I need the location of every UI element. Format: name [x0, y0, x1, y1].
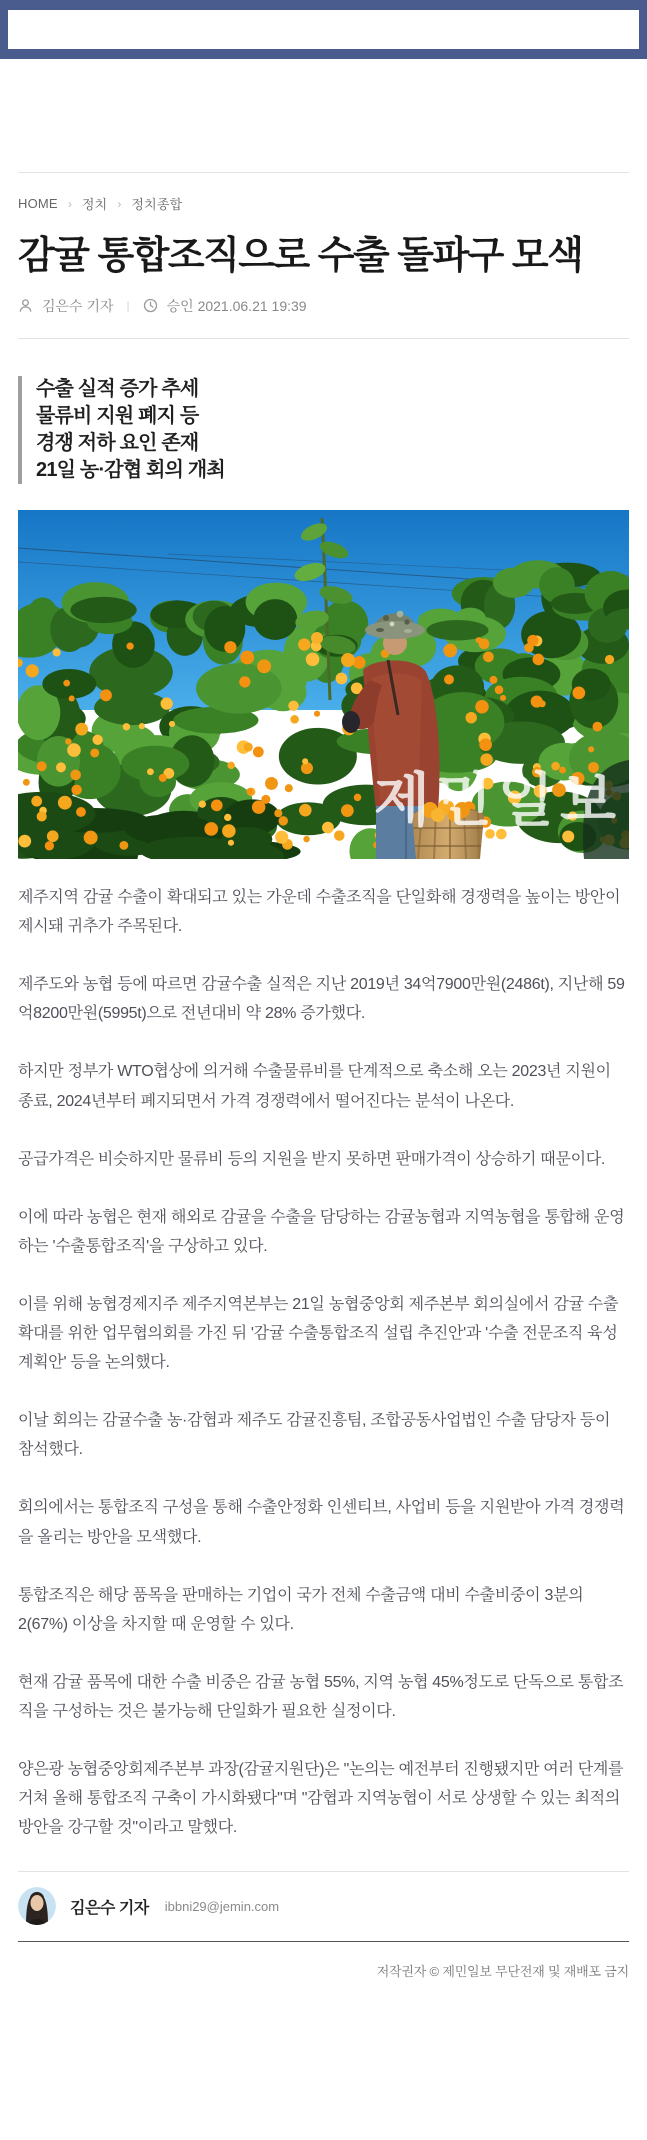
article-body [18, 883, 629, 1843]
breadcrumb-home[interactable]: HOME [18, 196, 58, 211]
article-paragraph: 현재 감귤 품목에 대한 수출 비중은 감귤 농협 55%, 지역 농협 45%정도로 단독으로 통합조직을 구성하는 것은 불가능해 단일화가 필요한 실정이다. [18, 1673, 624, 1721]
header-divider [18, 172, 629, 173]
footer-divider [18, 1941, 629, 1942]
breadcrumb-subsection[interactable]: 정치종합 [131, 197, 183, 212]
byline-divider [18, 338, 629, 339]
clock-icon [143, 298, 158, 313]
breadcrumb-separator: › [117, 196, 122, 211]
article-paragraph: 하지만 정부가 WTO협상에 의거해 수출물류비를 단계적으로 축소해 오는 2023년 지원이 종료, 2024년부터 폐지되면서 가격 경쟁력에서 떨어진다는 분석이 나온다. [18, 1063, 611, 1110]
published-timestamp: 승인 2021.06.21 19:39 [166, 297, 307, 314]
breadcrumb-section[interactable]: 정치 [81, 197, 108, 212]
article-paragraph: 양은광 농협중앙회제주본부 과장(감귤지원단)은 "논의는 예전부터 진행됐지만 여러 단계를 거쳐 올해 통합조직 구축이 가시화됐다"며 "감협과 지역농협이 서로 상생할 수 있는 최적의 방안을 강구할 것"이라고 말했다. [18, 1761, 624, 1837]
author-link[interactable]: 김은수 기자 [42, 297, 114, 314]
copyright-notice: 저작권자 © 제민일보 무단전재 및 재배포 금지 [376, 1964, 629, 1980]
breadcrumb [18, 194, 629, 213]
article-paragraph: 제주지역 감귤 수출이 확대되고 있는 가운데 수출조직을 단일화해 경쟁력을 높이는 방안이 제시돼 귀추가 주목된다. [18, 888, 621, 936]
article-photo [18, 510, 629, 859]
top-ad-band [0, 0, 647, 59]
subhead-line: 수출 실적 증가 추세 [36, 377, 199, 400]
article-byline [18, 296, 629, 316]
author-avatar [18, 1887, 56, 1925]
citrus-orchard-photo-illustration [18, 510, 629, 859]
subhead-line: 물류비 지원 폐지 등 [36, 404, 199, 427]
author-profile-row[interactable] [18, 1872, 629, 1941]
article-paragraph: 회의에서는 통합조직 구성을 통해 수출안정화 인센티브, 사업비 등을 지원받아 가격 경쟁력을 올리는 방안을 모색했다. [18, 1499, 625, 1546]
article-paragraph: 이에 따라 농협은 현재 해외로 감귤을 수출을 담당하는 감귤농협과 지역농협을 통합해 운영하는 '수출통합조직'을 구상하고 있다. [18, 1208, 625, 1255]
article-subhead [18, 376, 629, 484]
breadcrumb-separator: › [67, 196, 72, 211]
subhead-line: 경쟁 저하 요인 존재 [36, 431, 199, 454]
article-title: 감귤 통합조직으로 수출 돌파구 모색 [18, 235, 583, 277]
reporter-icon [18, 298, 33, 313]
subhead-line: 21일 농·감협 회의 개최 [36, 458, 225, 481]
article-paragraph: 이를 위해 농협경제지주 제주지역본부는 21일 농협중앙회 제주본부 회의실에서 감귤 수출 확대를 위한 업무협의회를 가진 뒤 '감귤 수출통합조직 설립 추진안'과 '수출 전문조직 육성계획안' 등을 논의했다. [18, 1295, 619, 1372]
photo-watermark: 제민일보 [373, 767, 622, 833]
byline-separator: | [126, 298, 130, 313]
article-paragraph: 이날 회의는 감귤수출 농·감협과 제주도 감귤진흥팀, 조합공동사업법인 수출 담당자 등이 참석했다. [18, 1412, 611, 1459]
article-paragraph: 공급가격은 비슷하지만 물류비 등의 지원을 받지 못하면 판매가격이 상승하기 때문이다. [18, 1150, 606, 1168]
footer-author-name[interactable]: 김은수 기자 [70, 1899, 149, 1917]
footer-author-email[interactable]: ibbni29@jemin.com [164, 1898, 280, 1914]
ad-banner-slot [8, 10, 639, 49]
article-paragraph: 제주도와 농협 등에 따르면 감귤수출 실적은 지난 2019년 34억7900만원(2486t), 지난해 59억8200만원(5995t)으로 전년대비 약 28% 증가했다. [18, 976, 625, 1023]
article-paragraph: 통합조직은 해당 품목을 판매하는 기업이 국가 전체 수출금액 대비 수출비중이 3분의 2(67%) 이상을 차지할 때 운영할 수 있다. [18, 1586, 584, 1633]
